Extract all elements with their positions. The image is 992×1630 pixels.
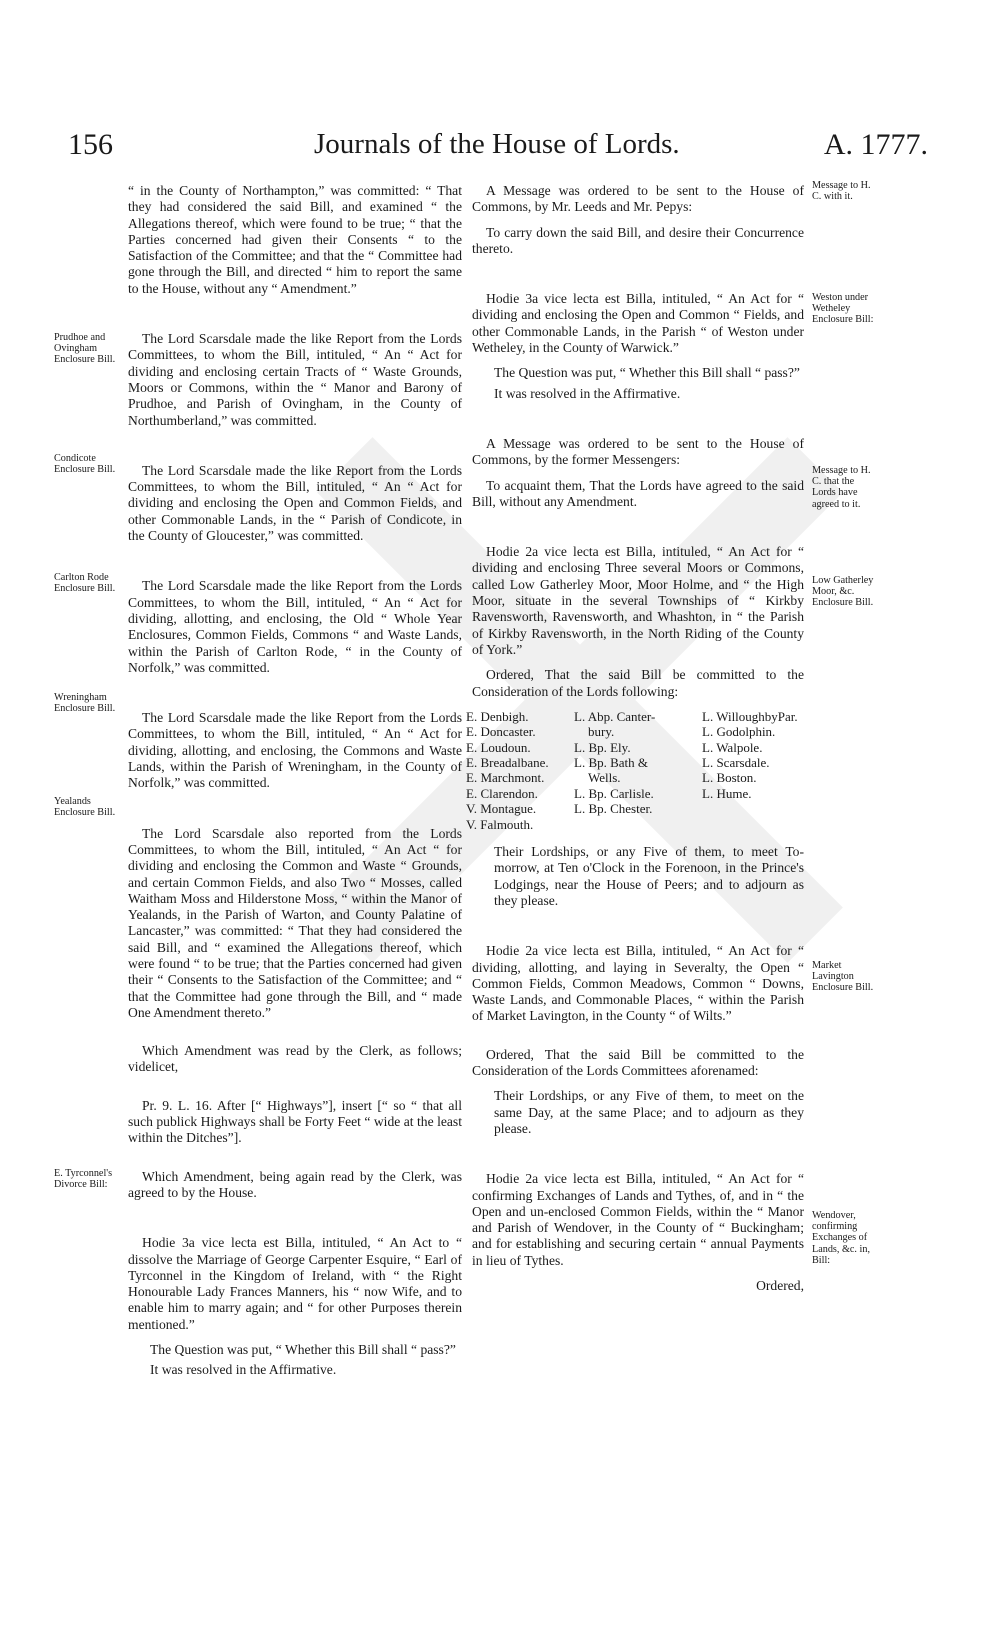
lord-entry: bury. <box>588 724 615 740</box>
paragraph-prudhoe: The Lord Scarsdale made the like Report from the Lords Committees, to whom the Bill, intituled, “ An “ Act for dividing and enclosing certain Tracts of “ Waste Grounds, Moors or Commons, within the “ Manor and Barony of Prudhoe, and Parish of Ovingham, in the County of Northumberland,” was committed. <box>128 331 462 428</box>
paragraph-ordered-2: Ordered, That the said Bill be committed to the Consideration of the Lords Committees aforenamed: <box>472 1046 804 1079</box>
lord-entry: E. Breadalbane. <box>466 755 549 771</box>
margin-note-wendover: Wendover, confirming Exchanges of Lands, &c. in, Bill: <box>812 1210 871 1266</box>
lord-entry: L. Bp. Ely. <box>574 739 631 755</box>
paragraph-weston: Hodie 3a vice lecta est Billa, intituled, “ An Act for “ dividing and enclosing the Open and Common “ Fields, and other Commonable Lands, in the Parish “ of Weston under Wetheley, in the County of Warwick.” <box>472 291 804 356</box>
margin-note-message-hc: Message to H. C. with it. <box>812 180 871 203</box>
paragraph-tyrconnel: Hodie 3a vice lecta est Billa, intituled, “ An Act to “ dissolve the Marriage of George Carpenter Esquire, “ Earl of Tyrconnel in the Kingdom of Ireland, with “ the Right Honourable Lady Frances Manners, his “ now Wife, and to enable him to marry again; and “ for other Purposes therein mentioned.” <box>128 1235 462 1332</box>
lord-entry: E. Doncaster. <box>466 724 536 740</box>
paragraph-amendment-read: Which Amendment was read by the Clerk, as follows; videlicet, <box>128 1043 462 1075</box>
left-column <box>128 183 462 1383</box>
lord-entry: L. Bp. Bath & <box>574 755 649 771</box>
paragraph-wreningham: The Lord Scarsdale made the like Report from the Lords Committees, to whom the Bill, intituled, “ An “ Act for dividing, allotting, and enclosing, the Commons and Waste Lands, within the Parish of Wreningham, in the County of Norfolk,” was committed. <box>128 710 462 791</box>
paragraph-lavington: Hodie 2a vice lecta est Billa, intituled, “ An Act for “ dividing, allotting, and laying in Severalty, the Open “ Common Fields, Common Meadows, Common “ Downs, Waste Lands, and Commonable Places, “ within the Parish of Market Lavington, in the County “ of Wilts.” <box>472 943 804 1024</box>
paragraph-meet-1: Their Lordships, or any Five of them, to meet To-morrow, at Ten o'Clock in the Forenoon, in the Prince's Lodgings, near the House of Peers; and to adjourn as they please. <box>494 844 804 908</box>
lord-entry: L. WilloughbyPar. <box>702 708 798 724</box>
lord-entry: V. Montague. <box>466 801 537 817</box>
lord-entry: L. Godolphin. <box>702 724 776 740</box>
margin-note-lavington: Market Lavington Enclosure Bill. <box>812 960 874 994</box>
paragraph-ordered-1: Ordered, That the said Bill be committed to the Consideration of the Lords following: <box>472 667 804 699</box>
paragraph-yealands: The Lord Scarsdale also reported from the Lords Committees, to whom the Bill, intituled, “ An Act “ for dividing and enclosing the Common and Waste “ Grounds, and certain Common Fields, and also Two “ Mosses, called Waitham Moss and Hilderstone Moss, “ within the Manor of Yealands, in the Parish of Warton, and County Palatine of Lancaster,” was committed: “ That they had considered the said Bill, and “ examined the Allegations thereof, which were found “ to be true; that the Parties concerned had given their “ Consents to the Satisfaction of the Committee; and “ that the Committee had gone through the Bill, and “ made One Amendment thereto.” <box>128 825 462 1020</box>
paragraph-wendover: Hodie 2a vice lecta est Billa, intituled, “ An Act for “ confirming Exchanges of Lands and Tythes, of, and in “ the Open and un-enclosed Common Fields, within the “ Manor and Parish of Wendover, in the County of “ Buckingham; and for establishing and securing certain “ annual Payments in lieu of Tythes. <box>472 1171 804 1268</box>
right-column <box>466 183 804 1303</box>
page-header <box>68 128 928 172</box>
margin-note-tyrconnel: E. Tyrconnel's Divorce Bill: <box>54 1168 113 1191</box>
lord-entry: V. Falmouth. <box>466 816 534 832</box>
lord-entry: Wells. <box>588 770 621 786</box>
margin-note-gatherley: Low Gatherley Moor, &c. Enclosure Bill. <box>812 575 874 609</box>
margin-note-prudhoe: Prudhoe and Ovingham Enclosure Bill. <box>54 332 116 366</box>
lord-entry: L. Bp. Chester. <box>574 801 653 817</box>
lords-column-1 <box>466 709 574 832</box>
lord-entry: E. Marchmont. <box>466 770 545 786</box>
lord-entry: L. Boston. <box>702 770 757 786</box>
paragraph-continuation: “ in the County of Northampton,” was committed: “ That they had considered the said Bill, and examined “ the Allegations thereof, which were found to be true; “ that the Parties concerned had given their Consents “ to the Satisfaction of the Committee; and that the “ Committee had gone through the Bill, and directed “ him to report the same to the House, without any “ Amendment.” <box>128 183 462 296</box>
lords-column-2 <box>574 709 702 832</box>
paragraph-condicote: The Lord Scarsdale made the like Report from the Lords Committees, to whom the Bill, intituled, “ An “ Act for dividing and enclosing the Open and Common Fields, and other Commonable Lands, in the “ Parish of Condicote, in the County of Gloucester,” was committed. <box>128 462 462 544</box>
page-number: 156 <box>68 128 113 161</box>
lord-entry: E. Clarendon. <box>466 785 538 801</box>
page-title: Journals of the House of Lords. <box>314 128 680 160</box>
paragraph-resolved: It was resolved in the Affirmative. <box>494 385 681 401</box>
paragraph-meet-2: Their Lordships, or any Five of them, to meet on the same Day, at the same Place; and to adjourn as they please. <box>494 1088 804 1136</box>
margin-note-wreningham: Wreningham Enclosure Bill. <box>54 692 116 715</box>
lord-entry: E. Loudoun. <box>466 739 531 755</box>
margin-note-yealands: Yealands Enclosure Bill. <box>54 796 116 819</box>
lords-column-3 <box>702 709 802 832</box>
paragraph-message-1: A Message was ordered to be sent to the House of Commons, by Mr. Leeds and Mr. Pepys: <box>472 183 804 215</box>
lord-entry: L. Walpole. <box>702 739 763 755</box>
paragraph-question: The Question was put, “ Whether this Bill shall “ pass?” <box>150 1342 456 1358</box>
catchword: Ordered, <box>756 1278 804 1294</box>
margin-note-condicote: Condicote Enclosure Bill. <box>54 453 116 476</box>
paragraph-message-2: A Message was ordered to be sent to the House of Commons, by the former Messengers: <box>472 435 804 468</box>
lord-entry: L. Hume. <box>702 785 752 801</box>
paragraph-amendment-agreed: Which Amendment, being again read by the Clerk, was agreed to by the House. <box>128 1168 462 1200</box>
page-year: A. 1777. <box>823 128 928 161</box>
margin-note-weston: Weston under Wetheley Enclosure Bill: <box>812 292 874 326</box>
margin-note-carlton: Carlton Rode Enclosure Bill. <box>54 572 116 595</box>
margin-note-message-agreed: Message to H. C. that the Lords have agreed to it. <box>812 465 871 510</box>
paragraph-carry: To carry down the said Bill, and desire their Concurrence thereto. <box>472 224 804 256</box>
paragraph-carlton: The Lord Scarsdale made the like Report from the Lords Committees, to whom the Bill, intituled, “ An “ Act for dividing, allotting, and enclosing, the Old “ Whole Year Enclosures, Common Fields, Commons “ and Waste Lands, within the Parish of Carlton Rode, “ in the County of Norfolk,” was committed. <box>128 578 462 675</box>
lords-list <box>466 709 804 832</box>
lord-entry: L. Abp. Canter- <box>574 708 656 724</box>
paragraph-acquaint: To acquaint them, That the Lords have agreed to the said Bill, without any Amendment. <box>472 477 804 509</box>
paragraph-amendment-text: Pr. 9. L. 16. After [“ Highways”], insert [“ so “ that all such publick Highways shall be Forty Feet “ wide at the least within the Ditches”]. <box>128 1097 462 1146</box>
lord-entry: L. Scarsdale. <box>702 755 770 771</box>
paragraph-question: The Question was put, “ Whether this Bill shall “ pass?” <box>494 365 800 381</box>
paragraph-resolved: It was resolved in the Affirmative. <box>150 1362 337 1378</box>
lord-entry: L. Bp. Carlisle. <box>574 785 654 801</box>
lord-entry: E. Denbigh. <box>466 708 529 724</box>
paragraph-gatherley: Hodie 2a vice lecta est Billa, intituled, “ An Act for “ dividing and enclosing Three several Moors or Commons, called Low Gatherley Moor, Moor Holme, and “ the High Moor, situate in the several Townships of “ Kirkby Ravensworth, Ravensworth, and Whashton, in “ the Parish of Kirkby Ravensworth, in the North Riding of the County of York.” <box>472 544 804 657</box>
